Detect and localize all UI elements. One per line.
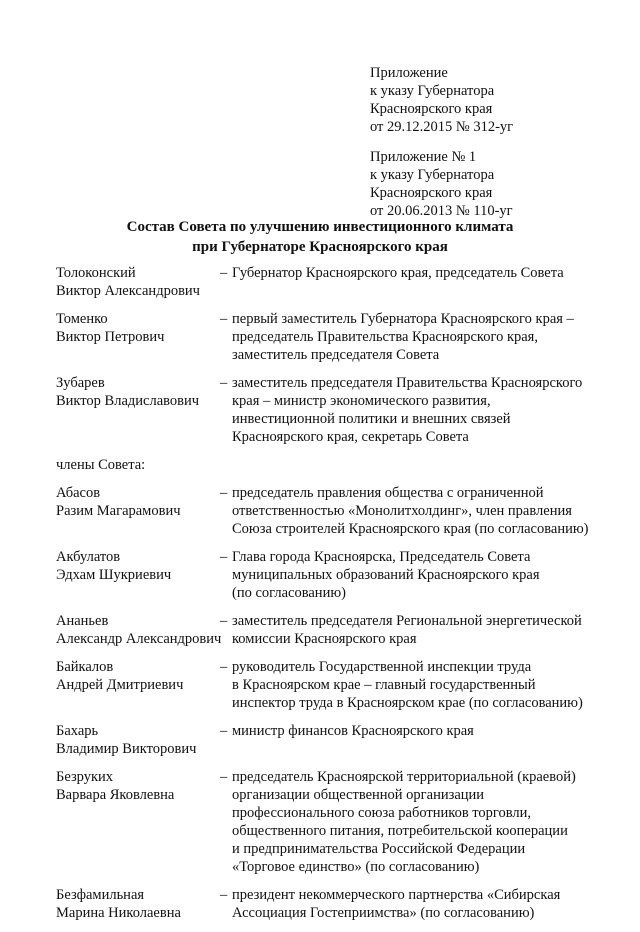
member-surname: Томенко	[56, 311, 108, 327]
position-line: председатель правления общества с ограниченной	[232, 485, 544, 501]
member-surname: Абасов	[56, 485, 101, 501]
member-entry	[56, 722, 636, 758]
member-given-names: Разим Магарамович	[56, 503, 181, 519]
member-given-names: Марина Николаевна	[56, 905, 181, 921]
dash-separator: –	[220, 887, 228, 903]
member-given-names: Андрей Дмитриевич	[56, 677, 184, 693]
position-line: и предпринимательства Российской Федерации	[232, 841, 526, 857]
member-name	[56, 310, 220, 364]
member-surname: Безруких	[56, 769, 114, 785]
member-surname: Толоконский	[56, 265, 136, 281]
position-line: муниципальных образований Красноярского края	[232, 567, 540, 583]
appendix-line: Приложение № 1	[370, 149, 477, 165]
member-position	[232, 548, 636, 602]
member-given-names: Виктор Петрович	[56, 329, 165, 345]
member-position	[232, 658, 636, 712]
member-position	[232, 484, 636, 538]
position-line: Красноярского края, секретарь Совета	[232, 429, 469, 445]
appendix-block-current	[370, 64, 630, 136]
member-entry	[56, 310, 636, 364]
position-line: председатель Красноярской территориальной (краевой)	[232, 769, 576, 785]
member-name	[56, 612, 220, 648]
appendix-line: Красноярского края	[370, 101, 493, 117]
member-entry	[56, 548, 636, 602]
member-surname: Безфамильная	[56, 887, 145, 903]
member-entry	[56, 484, 636, 538]
member-surname: Зубарев	[56, 375, 105, 391]
member-name	[56, 658, 220, 712]
appendix-block-original	[370, 148, 630, 220]
member-entry	[56, 886, 636, 922]
dash-separator: –	[220, 485, 228, 501]
position-line: профессионального союза работников торговли,	[232, 805, 532, 821]
appendix-line: Красноярского края	[370, 185, 493, 201]
member-entry	[56, 374, 636, 446]
dash-separator: –	[220, 549, 228, 565]
position-line: Союза строителей Красноярского края (по согласованию)	[232, 521, 589, 537]
position-line: общественного питания, потребительской кооперации	[232, 823, 568, 839]
title-line: Состав Совета по улучшению инвестиционного климата	[126, 219, 514, 235]
dash-separator: –	[220, 311, 228, 327]
member-given-names: Александр Александрович	[56, 631, 222, 647]
position-line: края – министр экономического развития,	[232, 393, 491, 409]
member-given-names: Варвара Яковлевна	[56, 787, 175, 803]
position-line: ответственностью «Монолитхолдинг», член правления	[232, 503, 572, 519]
member-given-names: Владимир Викторович	[56, 741, 197, 757]
position-line: инвестиционной политики и внешних связей	[232, 411, 511, 427]
member-name	[56, 768, 220, 876]
dash-separator: –	[220, 723, 228, 739]
member-name	[56, 886, 220, 922]
position-line: комиссии Красноярского края	[232, 631, 417, 647]
position-line: (по согласованию)	[232, 585, 346, 601]
member-name	[56, 264, 220, 300]
title-line: при Губернаторе Красноярского края	[192, 239, 448, 255]
dash-separator: –	[220, 265, 228, 281]
document-title	[0, 217, 640, 257]
position-line: заместитель председателя Совета	[232, 347, 440, 363]
position-line: Глава города Красноярска, Председатель Совета	[232, 549, 531, 565]
council-composition-list	[56, 264, 636, 932]
member-position	[232, 310, 636, 364]
position-line: министр финансов Красноярского края	[232, 723, 474, 739]
position-line: в Красноярском крае – главный государственный	[232, 677, 536, 693]
position-line: Губернатор Красноярского края, председатель Совета	[232, 265, 564, 281]
member-name	[56, 374, 220, 446]
member-entry	[56, 768, 636, 876]
appendix-line: к указу Губернатора	[370, 83, 495, 99]
member-surname: Байкалов	[56, 659, 114, 675]
member-position	[232, 264, 636, 300]
members-section-label: члены Совета:	[56, 457, 146, 473]
position-line: Ассоциация Гостеприимства» (по согласованию)	[232, 905, 535, 921]
dash-separator: –	[220, 613, 228, 629]
member-entry	[56, 658, 636, 712]
appendix-line: от 20.06.2013 № 110-уг	[370, 203, 513, 219]
position-line: первый заместитель Губернатора Красноярского края –	[232, 311, 574, 327]
position-line: инспектор труда в Красноярском крае (по согласованию)	[232, 695, 583, 711]
position-line: «Торговое единство» (по согласованию)	[232, 859, 480, 875]
member-given-names: Эдхам Шукриевич	[56, 567, 172, 583]
member-given-names: Виктор Александрович	[56, 283, 200, 299]
member-surname: Ананьев	[56, 613, 109, 629]
member-position	[232, 722, 636, 758]
member-name	[56, 548, 220, 602]
member-surname: Акбулатов	[56, 549, 121, 565]
appendix-line: от 29.12.2015 № 312-уг	[370, 119, 514, 135]
member-position	[232, 768, 636, 876]
appendix-header	[370, 64, 630, 220]
position-line: заместитель председателя Правительства Красноярского	[232, 375, 583, 391]
dash-separator: –	[220, 375, 228, 391]
position-line: председатель Правительства Красноярского края,	[232, 329, 538, 345]
appendix-line: к указу Губернатора	[370, 167, 495, 183]
member-position	[232, 374, 636, 446]
dash-separator: –	[220, 659, 228, 675]
member-given-names: Виктор Владиславович	[56, 393, 200, 409]
appendix-line: Приложение	[370, 65, 448, 81]
position-line: организации общественной организации	[232, 787, 485, 803]
member-entry	[56, 612, 636, 648]
member-surname: Бахарь	[56, 723, 99, 739]
member-position	[232, 886, 636, 922]
member-name	[56, 722, 220, 758]
position-line: президент некоммерческого партнерства «Сибирская	[232, 887, 561, 903]
member-name	[56, 484, 220, 538]
member-entry	[56, 264, 636, 300]
position-line: руководитель Государственной инспекции труда	[232, 659, 532, 675]
dash-separator: –	[220, 769, 228, 785]
position-line: заместитель председателя Региональной энергетической	[232, 613, 582, 629]
member-position	[232, 612, 636, 648]
